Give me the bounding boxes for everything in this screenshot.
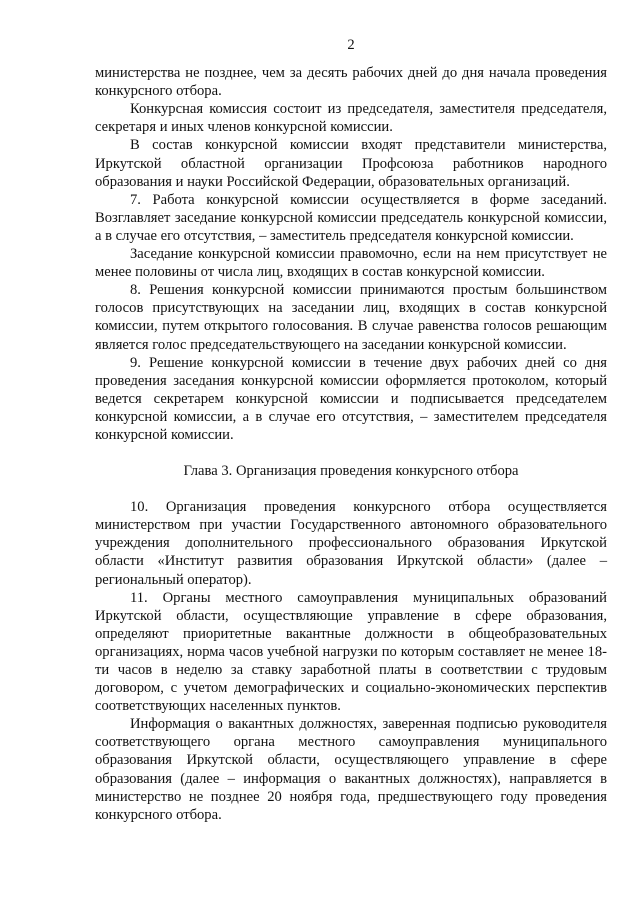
paragraph-item-7: 7. Работа конкурсной комиссии осуществляется в форме заседаний. Возглавляет заседание конкурсной комиссии председатель конкурсной комиссии, а в случае его отсутствия, – заместитель председателя конкурсной комиссии. [95, 191, 607, 244]
paragraph-quorum: Заседание конкурсной комиссии правомочно, если на нем присутствует не менее половины от числа лиц, входящих в состав конкурсной комиссии. [95, 246, 607, 281]
paragraph-commission-members: В состав конкурсной комиссии входят представители министерства, Иркутской областной организации Профсоюза работников народного образования и науки Российской Федерации, образовательных организаций. [95, 137, 607, 190]
chapter-heading: Глава 3. Организация проведения конкурсного отбора [183, 463, 519, 480]
paragraph-vacancy-info: Информация о вакантных должностях, заверенная подписью руководителя соответствующего органа местного самоуправления муниципального образования Иркутской области, осуществляющего управление в сфере образования (далее – информация о вакантных должностях), направляется в министерство не позднее 20 ноября года, предшествующего году проведения конкурсного отбора. [95, 716, 607, 823]
paragraph-commission-composition: Конкурсная комиссия состоит из председателя, заместителя председателя, секретаря и иных членов конкурсной комиссии. [95, 101, 607, 136]
paragraph-continuation: министерства не позднее, чем за десять рабочих дней до дня начала проведения конкурсного отбора. [95, 65, 607, 100]
paragraph-item-10: 10. Организация проведения конкурсного отбора осуществляется министерством при участии Государственного автономного образовательного учреждения дополнительного профессионального образования Иркутской области «Институт развития образования Иркутской области» (далее – региональный оператор). [95, 499, 607, 588]
page-number: 2 [347, 37, 355, 53]
paragraph-item-9: 9. Решение конкурсной комиссии в течение двух рабочих дней со дня проведения заседания конкурсной комиссии оформляется протоколом, который ведется секретарем конкурсной комиссии и подписывается председателем конкурсной комиссии, а в случае его отсутствия, – заместителем председателя конкурсной комиссии. [95, 354, 607, 443]
document-page [95, 36, 607, 824]
paragraph-item-8: 8. Решения конкурсной комиссии принимаются простым большинством голосов присутствующих на заседании лиц, входящих в состав конкурсной комиссии, путем открытого голосования. В случае равенства голосов решающим является голос председательствующего на заседании конкурсной комиссии. [95, 282, 607, 353]
paragraph-item-11: 11. Органы местного самоуправления муниципальных образований Иркутской области, осуществляющие управление в сфере образования, определяют приоритетные вакантные должности в общеобразовательных организациях, норма часов учебной нагрузки по которым составляет не менее 18-ти часов в неделю за ставку заработной платы в соответствии с трудовым договором, с учетом демографических и социально-экономических перспектив соответствующих населенных пунктов. [95, 589, 607, 715]
